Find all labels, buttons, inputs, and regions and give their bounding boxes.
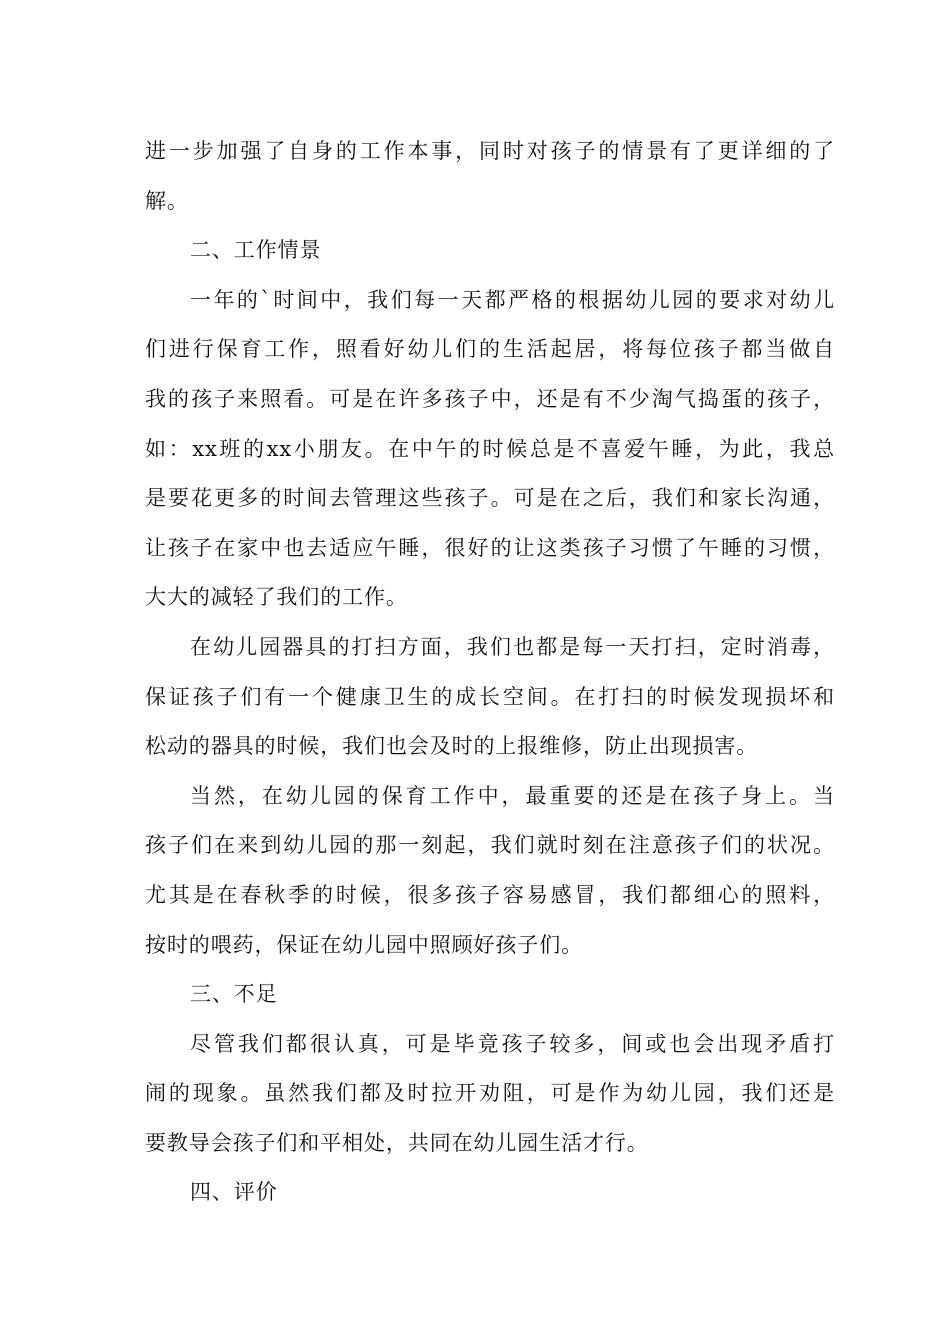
text-line: 当然，在幼儿园的保育工作中，最重要的还是在孩子身上。当 [190, 783, 835, 808]
text-line: 尽管我们都很认真，可是毕竟孩子较多，间或也会出现矛盾打 [190, 1031, 835, 1056]
text-line: 孩子们在来到幼儿园的那一刻起，我们就时刻在注意孩子们的状况。 [145, 833, 835, 858]
text-line: 们进行保育工作，照看好幼儿们的生活起居，将每位孩子都当做自 [145, 337, 835, 362]
text-line: 闹的现象。虽然我们都及时拉开劝阻，可是作为幼儿园，我们还是 [145, 1081, 835, 1106]
text-line: 松动的器具的时候，我们也会及时的上报维修，防止出现损害。 [145, 734, 759, 759]
text-line: 大大的减轻了我们的工作。 [145, 585, 408, 610]
text-line: 保证孩子们有一个健康卫生的成长空间。在打扫的时候发现损坏和 [145, 684, 835, 709]
section-heading-shortcomings: 三、不足 [190, 982, 278, 1007]
text-line: 按时的喂药，保证在幼儿园中照顾好孩子们。 [145, 932, 583, 957]
text-line: 我的孩子来照看。可是在许多孩子中，还是有不少淘气捣蛋的孩子， [145, 386, 835, 411]
text-line: 让孩子在家中也去适应午睡，很好的让这类孩子习惯了午睡的习惯， [145, 535, 835, 560]
text-line: 进一步加强了自身的工作本事，同时对孩子的情景有了更详细的了 [145, 139, 835, 163]
document-body [145, 127, 835, 1218]
section-heading-evaluation: 四、评价 [190, 1180, 278, 1205]
section-heading-work-situation: 二、工作情景 [190, 238, 322, 263]
text-line: 在幼儿园器具的打扫方面，我们也都是每一天打扫，定时消毒， [190, 634, 835, 659]
text-line: 是要花更多的时间去管理这些孩子。可是在之后，我们和家长沟通， [145, 486, 835, 511]
text-line: 一年的`时间中，我们每一天都严格的根据幼儿园的要求对幼儿 [190, 287, 835, 312]
text-line: 尤其是在春秋季的时候，很多孩子容易感冒，我们都细心的照料， [145, 882, 835, 907]
text-line: 解。 [145, 188, 189, 213]
text-line: 如：xx班的xx小朋友。在中午的时候总是不喜爱午睡，为此，我总 [145, 436, 835, 461]
text-line: 要教导会孩子们和平相处，共同在幼儿园生活才行。 [145, 1130, 649, 1155]
